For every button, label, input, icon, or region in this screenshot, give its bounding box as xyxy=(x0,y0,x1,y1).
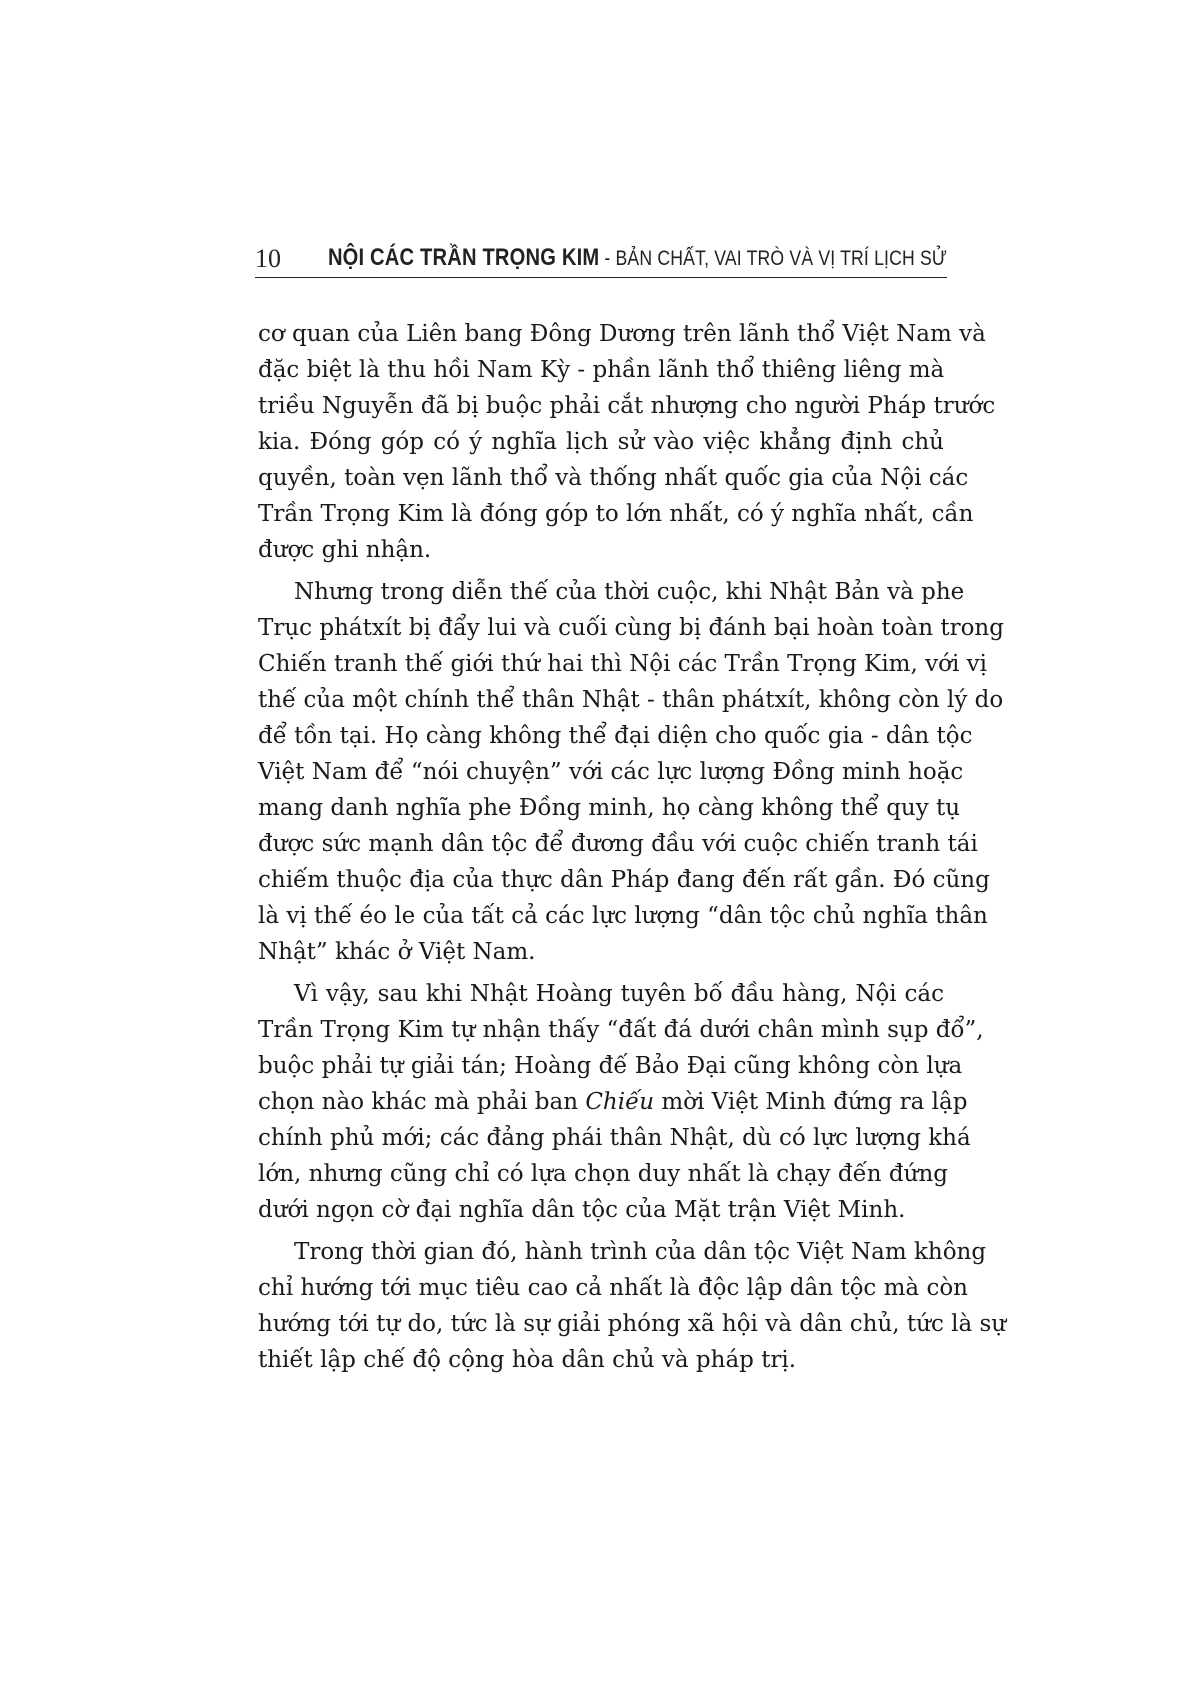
text-line: mang danh nghĩa phe Đồng minh, họ càng không thể quy tụ xyxy=(258,795,961,821)
text-line: kia. Đóng góp có ý nghĩa lịch sử vào việc khẳng định chủ xyxy=(258,429,944,455)
text-run: chọn nào khác mà phải ban xyxy=(258,1089,586,1115)
text-line: được sức mạnh dân tộc để đương đầu với cuộc chiến tranh tái xyxy=(258,831,978,857)
text-line: được ghi nhận. xyxy=(258,537,432,563)
text-line: đặc biệt là thu hồi Nam Kỳ - phần lãnh thổ thiêng liêng mà xyxy=(258,357,945,383)
text-line: quyền, toàn vẹn lãnh thổ và thống nhất quốc gia của Nội các xyxy=(258,465,969,491)
text-run: mời Việt Minh đứng ra lập xyxy=(654,1089,968,1115)
text-line: Chiến tranh thế giới thứ hai thì Nội các Trần Trọng Kim, với vị xyxy=(258,651,987,677)
paragraph-2 xyxy=(258,574,1004,970)
text-line: thế của một chính thể thân Nhật - thân phátxít, không còn lý do xyxy=(258,687,1004,713)
text-line: hướng tới tự do, tức là sự giải phóng xã hội và dân chủ, tức là sự xyxy=(258,1311,1007,1337)
running-title-bold: NỘI CÁC TRẦN TRỌNG KIM xyxy=(327,244,600,271)
text-line: Vì vậy, sau khi Nhật Hoàng tuyên bố đầu hàng, Nội các xyxy=(294,981,944,1007)
body-text xyxy=(258,316,1007,1378)
text-line: Nhưng trong diễn thế của thời cuộc, khi Nhật Bản và phe xyxy=(294,579,965,605)
text-line: chiếm thuộc địa của thực dân Pháp đang đến rất gần. Đó cũng xyxy=(258,867,990,893)
text-line: Trong thời gian đó, hành trình của dân tộc Việt Nam không xyxy=(294,1239,987,1265)
page-number: 10 xyxy=(255,244,281,273)
text-line: chỉ hướng tới mục tiêu cao cả nhất là độc lập dân tộc mà còn xyxy=(258,1275,968,1301)
text-line: Nhật” khác ở Việt Nam. xyxy=(258,939,536,965)
text-line: lớn, nhưng cũng chỉ có lựa chọn duy nhất là chạy đến đứng xyxy=(258,1161,948,1187)
running-header xyxy=(255,243,947,278)
text-line: là vị thế éo le của tất cả các lực lượng “dân tộc chủ nghĩa thân xyxy=(258,903,988,929)
paragraph-4 xyxy=(258,1234,1007,1378)
text-line: thiết lập chế độ cộng hòa dân chủ và pháp trị. xyxy=(258,1347,797,1373)
text-line: Trục phátxít bị đẩy lui và cuối cùng bị đánh bại hoàn toàn trong xyxy=(258,615,1004,641)
text-line: Trần Trọng Kim tự nhận thấy “đất đá dưới chân mình sụp đổ”, xyxy=(258,1017,984,1043)
text-line: buộc phải tự giải tán; Hoàng đế Bảo Đại cũng không còn lựa xyxy=(258,1053,963,1079)
paragraph-1 xyxy=(258,316,996,568)
text-line: triều Nguyễn đã bị buộc phải cắt nhượng cho người Pháp trước xyxy=(258,393,996,419)
text-line: chính phủ mới; các đảng phái thân Nhật, dù có lực lượng khá xyxy=(258,1125,971,1151)
text-line: dưới ngọn cờ đại nghĩa dân tộc của Mặt trận Việt Minh. xyxy=(258,1197,906,1223)
text-line: Trần Trọng Kim là đóng góp to lớn nhất, có ý nghĩa nhất, cần xyxy=(258,501,974,527)
paragraph-3 xyxy=(258,976,984,1228)
italic-term: Chiếu xyxy=(585,1089,655,1115)
running-title-rest: - BẢN CHẤT, VAI TRÒ VÀ VỊ TRÍ LỊCH SỬ xyxy=(599,247,947,270)
text-line: Việt Nam để “nói chuyện” với các lực lượng Đồng minh hoặc xyxy=(258,759,964,785)
running-title xyxy=(328,245,947,274)
text-line: cơ quan của Liên bang Đông Dương trên lãnh thổ Việt Nam và xyxy=(258,321,986,347)
text-line: để tồn tại. Họ càng không thể đại diện cho quốc gia - dân tộc xyxy=(258,723,973,749)
text-line-with-italic xyxy=(258,1084,968,1120)
